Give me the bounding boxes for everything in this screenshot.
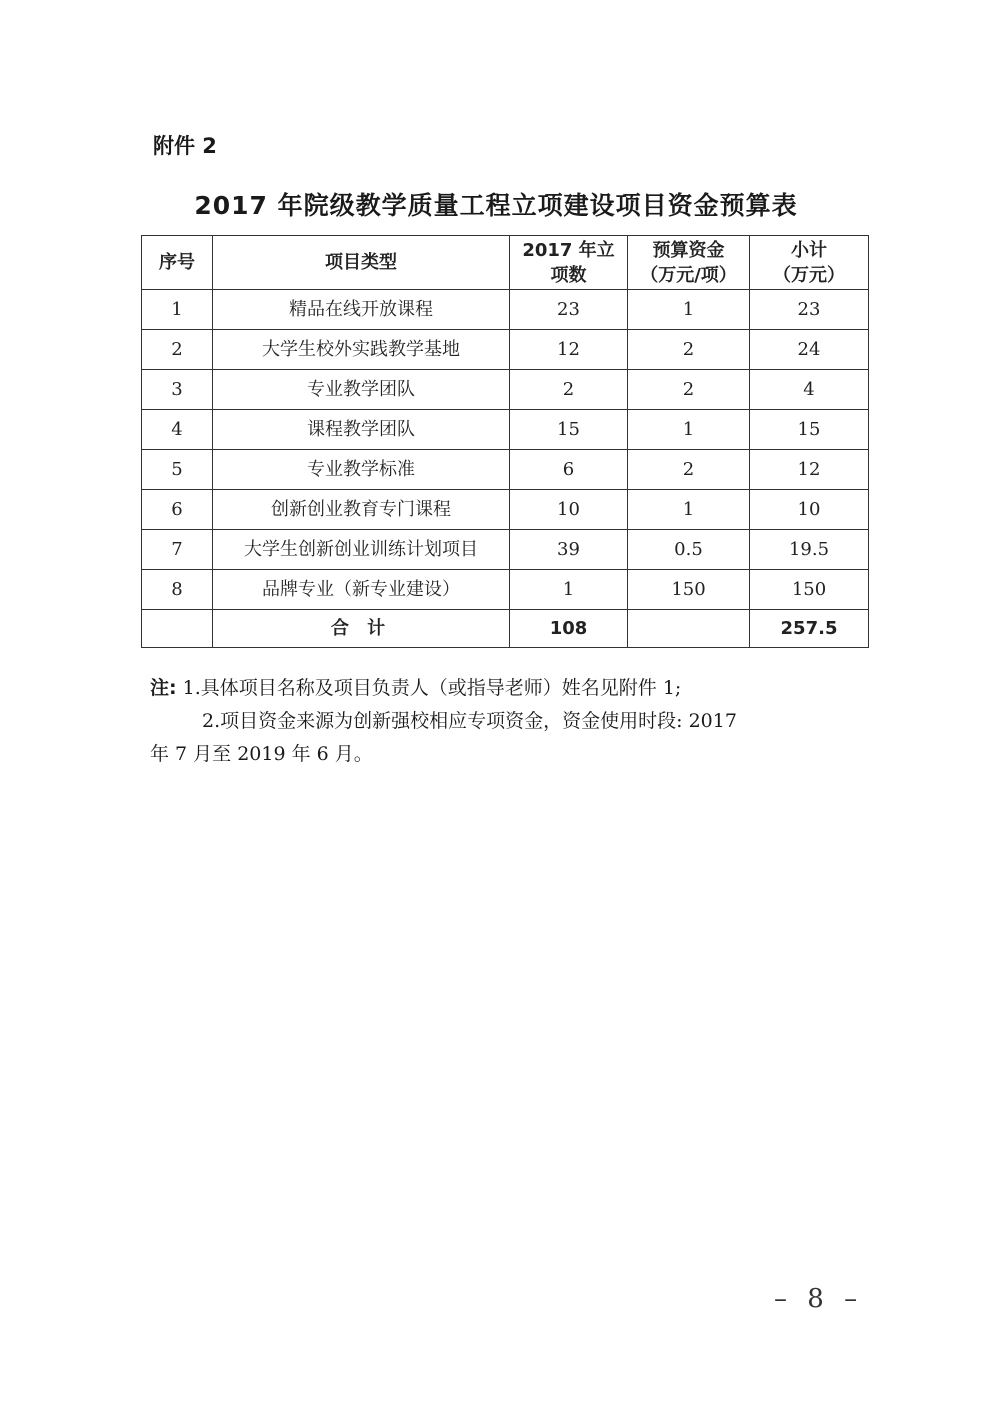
document-title: 2017 年院级教学质量工程立项建设项目资金预算表: [194, 191, 798, 220]
total-subtotal: 257.5: [750, 610, 869, 648]
table-row: [142, 530, 869, 570]
cell-seq: 8: [142, 570, 213, 610]
cell-subtotal: 12: [750, 450, 869, 490]
cell-subtotal: 19.5: [750, 530, 869, 570]
page-number: – 8 –: [774, 1284, 864, 1314]
cell-budget: 150: [628, 570, 750, 610]
cell-type: 大学生校外实践教学基地: [213, 330, 510, 370]
cell-seq: 4: [142, 410, 213, 450]
budget-table: [141, 235, 869, 648]
cell-subtotal: 15: [750, 410, 869, 450]
cell-subtotal: 23: [750, 290, 869, 330]
cell-subtotal: 4: [750, 370, 869, 410]
total-seq-cell: [142, 610, 213, 648]
cell-budget: 1: [628, 290, 750, 330]
table-row: [142, 410, 869, 450]
header-count-line1: 2017 年立: [522, 239, 615, 261]
notes-label: 注:: [150, 677, 177, 699]
table-row: [142, 490, 869, 530]
total-row: [142, 610, 869, 648]
cell-count: 39: [510, 530, 628, 570]
cell-count: 10: [510, 490, 628, 530]
table-row: [142, 570, 869, 610]
cell-seq: 3: [142, 370, 213, 410]
header-type: 项目类型: [213, 236, 510, 290]
cell-seq: 7: [142, 530, 213, 570]
cell-count: 2: [510, 370, 628, 410]
cell-count: 12: [510, 330, 628, 370]
cell-type: 精品在线开放课程: [213, 290, 510, 330]
cell-seq: 2: [142, 330, 213, 370]
cell-type: 专业教学团队: [213, 370, 510, 410]
total-label: 合 计: [213, 610, 510, 648]
header-count: [510, 236, 628, 290]
cell-seq: 6: [142, 490, 213, 530]
header-count-line2: 项数: [550, 264, 587, 286]
table-row: [142, 290, 869, 330]
cell-subtotal: 150: [750, 570, 869, 610]
total-budget: [628, 610, 750, 648]
cell-type: 课程教学团队: [213, 410, 510, 450]
header-seq: 序号: [142, 236, 213, 290]
header-budget-line2: （万元/项）: [640, 264, 737, 286]
cell-budget: 2: [628, 450, 750, 490]
cell-budget: 0.5: [628, 530, 750, 570]
cell-subtotal: 24: [750, 330, 869, 370]
table-header-row: [142, 236, 869, 290]
cell-budget: 2: [628, 330, 750, 370]
header-subtotal-line1: 小计: [791, 239, 827, 261]
cell-type: 大学生创新创业训练计划项目: [213, 530, 510, 570]
cell-count: 23: [510, 290, 628, 330]
table-row: [142, 370, 869, 410]
total-count: 108: [510, 610, 628, 648]
note-line-1: [150, 672, 850, 705]
table-row: [142, 450, 869, 490]
header-subtotal-line2: （万元）: [773, 264, 845, 286]
cell-type: 品牌专业（新专业建设）: [213, 570, 510, 610]
cell-subtotal: 10: [750, 490, 869, 530]
cell-count: 15: [510, 410, 628, 450]
header-subtotal: [750, 236, 869, 290]
note-1-text: 1.具体项目名称及项目负责人（或指导老师）姓名见附件 1;: [182, 677, 682, 699]
cell-type: 创新创业教育专门课程: [213, 490, 510, 530]
cell-budget: 2: [628, 370, 750, 410]
cell-count: 1: [510, 570, 628, 610]
table-row: [142, 330, 869, 370]
note-line-3: 年 7 月至 2019 年 6 月。: [150, 743, 373, 765]
cell-seq: 1: [142, 290, 213, 330]
attachment-label: 附件 2: [153, 134, 217, 158]
notes-section: [150, 672, 850, 771]
header-budget-line1: 预算资金: [652, 239, 725, 261]
cell-count: 6: [510, 450, 628, 490]
cell-budget: 1: [628, 410, 750, 450]
note-line-2: 2.项目资金来源为创新强校相应专项资金，资金使用时段: 2017: [202, 710, 737, 732]
header-budget: [628, 236, 750, 290]
cell-budget: 1: [628, 490, 750, 530]
cell-seq: 5: [142, 450, 213, 490]
cell-type: 专业教学标准: [213, 450, 510, 490]
